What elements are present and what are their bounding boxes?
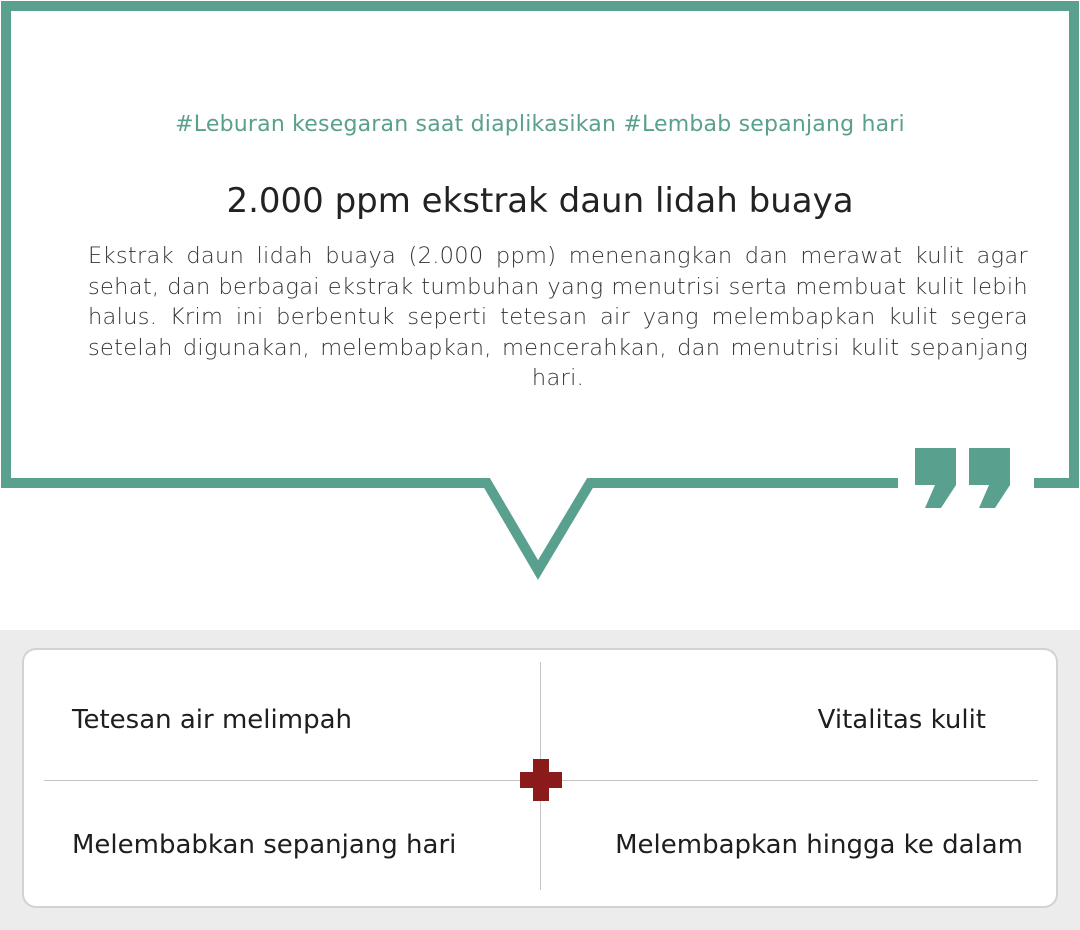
page-title: 2.000 ppm ekstrak daun lidah buaya bbox=[226, 181, 854, 221]
feature-top-left: Tetesan air melimpah bbox=[72, 705, 352, 735]
description-paragraph: Ekstrak daun lidah buaya (2.000 ppm) menenangkan dan merawat kulit agar sehat, dan berbagai ekstrak tumbuhan yang menutrisi serta membuat kulit lebih halus. Krim ini berbentuk seperti tetesan air yang melembapkan kulit segera setelah digunakan, melembapkan, mencerahkan, dan menutrisi kulit sepanjang hari. bbox=[88, 243, 1028, 391]
hashtag-line: #Leburan kesegaran saat diaplikasikan #Lembab sepanjang hari bbox=[175, 112, 905, 137]
feature-bottom-left: Melembabkan sepanjang hari bbox=[72, 830, 457, 860]
plus-cross-icon bbox=[520, 759, 562, 801]
feature-bottom-right: Melembapkan hingga ke dalam bbox=[615, 830, 1023, 860]
closing-quote-icon bbox=[915, 448, 1010, 508]
feature-top-right: Vitalitas kulit bbox=[817, 705, 986, 735]
